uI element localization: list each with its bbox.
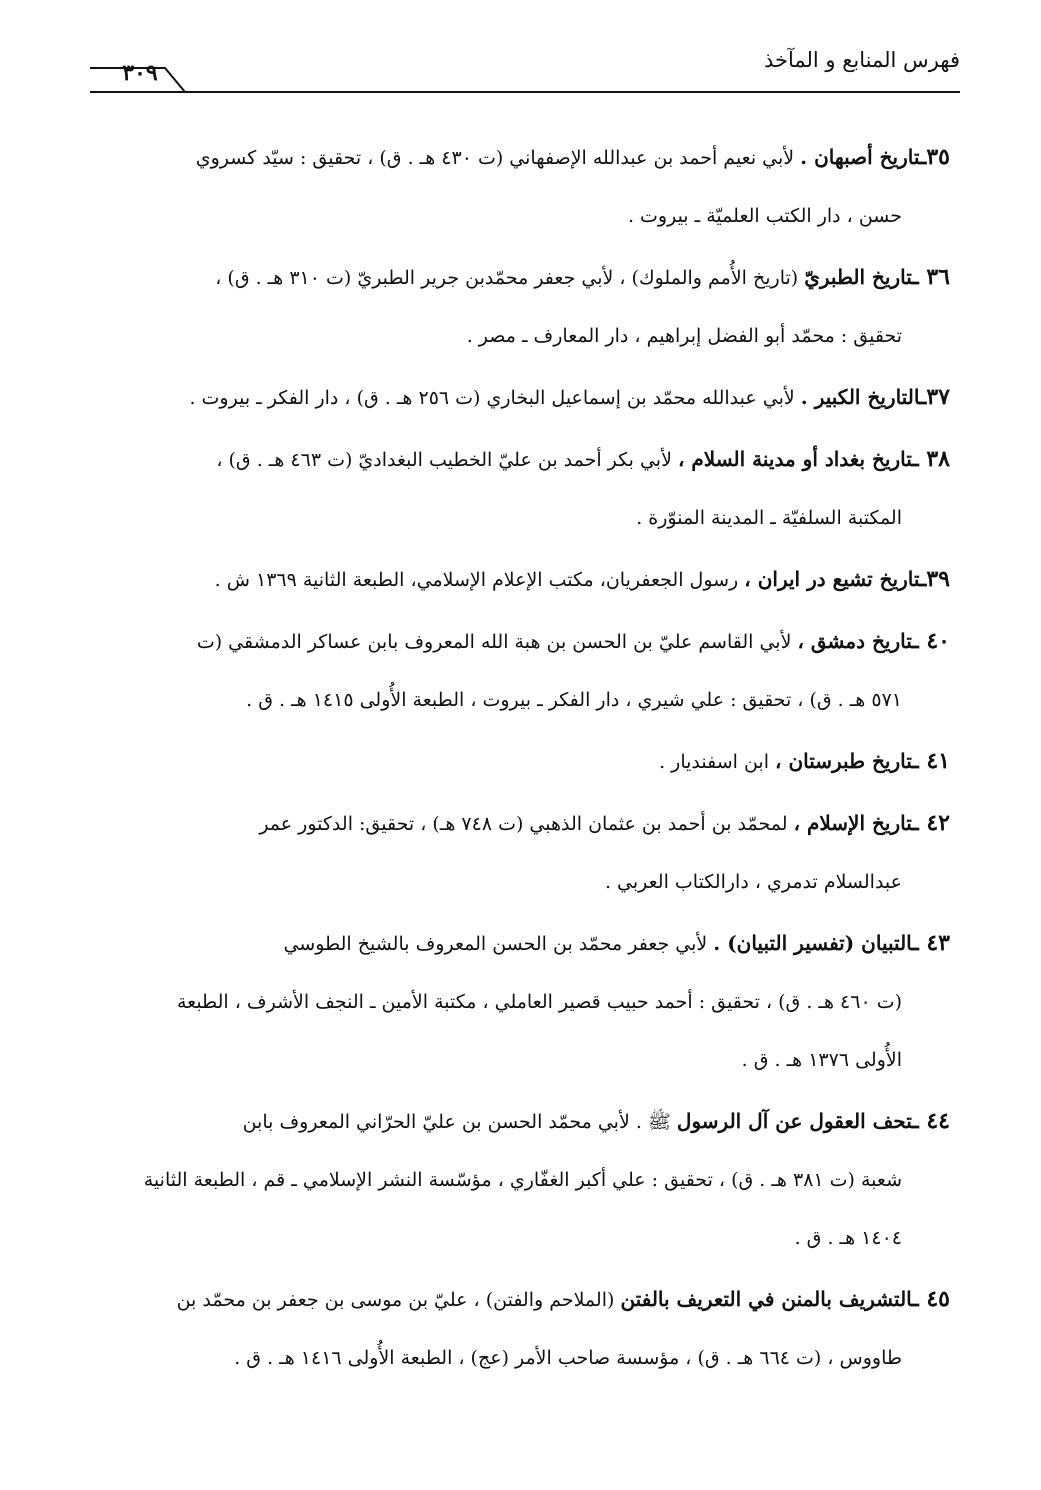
bibliography-entry xyxy=(95,128,950,245)
entry-title: تاريخ طبرستان ، xyxy=(775,749,913,773)
entry-text: ﷺ . لأبي محمّد الحسن بن عليّ الحرّاني المعروف بابن xyxy=(242,1111,677,1133)
entry-text: لأبي جعفر محمّد بن الحسن المعروف بالشيخ الطوسي xyxy=(283,933,714,955)
entry-text: لأبي نعيم أحمد بن عبدالله الإصفهاني (ت ٤٣٠ هـ . ق) ، تحقيق : سيّد كسروي xyxy=(195,147,801,169)
entry-text: ابن اسفنديار . xyxy=(659,751,776,773)
entry-number: ٣٦ ـ xyxy=(912,264,950,290)
entry-text: لأبي بكر أحمد بن عليّ الخطيب البغداديّ (ت ٤٦٣ هـ . ق) ، xyxy=(216,449,678,471)
running-title: فهرس المنابع و المآخذ xyxy=(763,48,960,72)
entry-continuation: المكتبة السلفيّة ـ المدينة المنوّرة . xyxy=(636,507,902,529)
entry-number: ٣٨ ـ xyxy=(912,446,950,472)
bibliography-entry xyxy=(95,914,950,1089)
entry-number: ٤١ ـ xyxy=(912,748,950,774)
entry-number: ٣٧ـ xyxy=(919,384,950,410)
entry-title: تاريخ دمشق ، xyxy=(797,629,913,653)
entry-text: رسول الجعفريان، مكتب الإعلام الإسلامي، الطبعة الثانية ١٣٦٩ ش . xyxy=(214,569,745,591)
entry-title: التاريخ الكبير . xyxy=(800,385,920,409)
entry-text: لأبي القاسم عليّ بن الحسن بن هبة الله المعروف بابن عساكر الدمشقي (ت xyxy=(196,631,798,653)
entry-title: تحف العقول عن آل الرسول xyxy=(676,1109,913,1133)
entry-number: ٤٣ ـ xyxy=(912,930,950,956)
entry-continuation: طاووس ، (ت ٦٦٤ هـ . ق) ، مؤسسة صاحب الأمر (عج) ، الطبعة الأُولى ١٤١٦ هـ . ق . xyxy=(234,1347,902,1369)
entry-line xyxy=(95,368,950,427)
entry-number: ٣٥ـ xyxy=(919,144,950,170)
entry-number: ٤٥ ـ xyxy=(912,1286,950,1312)
bibliography-entry xyxy=(95,1270,950,1387)
bibliography-entry xyxy=(95,248,950,365)
bibliography-entry xyxy=(95,612,950,729)
entry-text: (الملاحم والفتن) ، عليّ بن موسى بن جعفر بن محمّد بن xyxy=(176,1289,621,1311)
entry-title: تاريخ أصبهان . xyxy=(800,145,920,169)
entry-line xyxy=(95,612,950,671)
bibliography-entry xyxy=(95,550,950,609)
bibliography-entry xyxy=(95,732,950,791)
page-header xyxy=(90,40,960,100)
entry-number: ٤٢ ـ xyxy=(912,810,950,836)
entry-continuation: ٥٧١ هـ . ق) ، تحقيق : علي شيري ، دار الفكر ـ بيروت ، الطبعة الأُولى ١٤١٥ هـ . ق . xyxy=(246,689,902,711)
entry-line xyxy=(95,732,950,791)
entry-line xyxy=(95,794,950,853)
entry-line xyxy=(95,914,950,973)
entry-line xyxy=(95,430,950,489)
entry-line xyxy=(95,550,950,609)
entry-continuation: تحقيق : محمّد أبو الفضل إبراهيم ، دار المعارف ـ مصر . xyxy=(466,325,902,347)
entry-line xyxy=(95,1092,950,1151)
entry-number: ٤٤ ـ xyxy=(912,1108,950,1134)
entry-continuation: (ت ٤٦٠ هـ . ق) ، تحقيق : أحمد حبيب قصير العاملي ، مكتبة الأمين ـ النجف الأشرف ، الطبعة xyxy=(176,991,902,1013)
entry-text: (تاريخ الأُمم والملوك) ، لأبي جعفر محمّدبن جرير الطبريّ (ت ٣١٠ هـ . ق) ، xyxy=(215,267,805,289)
entry-title: التشريف بالمنن في التعريف بالفتن xyxy=(620,1287,913,1311)
entry-title: تاريخ الإسلام ، xyxy=(793,811,913,835)
bibliography-entry xyxy=(95,368,950,427)
entry-text: لمحمّد بن أحمد بن عثمان الذهبي (ت ٧٤٨ هـ) ، تحقيق: الدكتور عمر xyxy=(259,813,794,835)
entry-title: تاريخ الطبريّ xyxy=(804,265,913,289)
entry-line xyxy=(95,128,950,187)
entry-continuation: حسن ، دار الكتب العلميّة ـ بيروت . xyxy=(627,205,902,227)
entry-line xyxy=(95,1270,950,1329)
entry-continuation: عبدالسلام تدمري ، دارالكتاب العربي . xyxy=(604,871,902,893)
entry-title: تاريخ بغداد أو مدينة السلام ، xyxy=(677,447,913,471)
bibliography-entry xyxy=(95,794,950,911)
entry-continuation: ١٤٠٤ هـ . ق . xyxy=(794,1227,902,1249)
entry-line xyxy=(95,248,950,307)
page-number: ٣٠٩ xyxy=(122,60,158,86)
entry-continuation: الأُولى ١٣٧٦ هـ . ق . xyxy=(741,1049,902,1071)
bibliography-list xyxy=(95,128,950,1390)
entry-number: ٤٠ ـ xyxy=(912,628,950,654)
entry-title: تاريخ تشيع در ايران ، xyxy=(744,567,920,591)
bibliography-entry xyxy=(95,1092,950,1267)
entry-title: التبيان (تفسير التبيان) . xyxy=(713,931,913,955)
bibliography-entry xyxy=(95,430,950,547)
entry-text: لأبي عبدالله محمّد بن إسماعيل البخاري (ت ٢٥٦ هـ . ق) ، دار الفكر ـ بيروت . xyxy=(189,387,801,409)
entry-number: ٣٩ـ xyxy=(919,566,950,592)
entry-continuation: شعبة (ت ٣٨١ هـ . ق) ، تحقيق : علي أكبر الغفّاري ، مؤسّسة النشر الإسلامي ـ قم ، الطبعة الثانية xyxy=(143,1169,902,1191)
